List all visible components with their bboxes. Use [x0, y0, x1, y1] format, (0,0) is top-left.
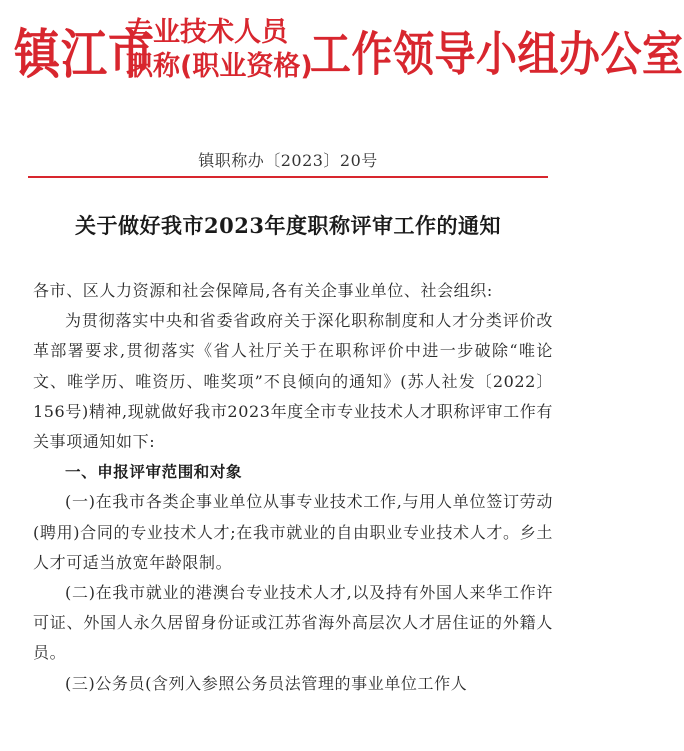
- paragraph-item-3: (三)公务员(含列入参照公务员法管理的事业单位工作人: [65, 673, 468, 693]
- red-divider-line: [28, 176, 548, 178]
- document-body: [33, 276, 553, 699]
- masthead-city: 镇江市: [14, 23, 155, 86]
- paragraph-item-2: (二)在我市就业的港澳台专业技术人才,以及持有外国人来华工作许可证、外国人永久居留身份证或江苏省海外高层次人才居住证的外籍人员。: [33, 583, 553, 663]
- paragraph-item-1: (一)在我市各类企事业单位从事专业技术工作,与用人单位签订劳动(聘用)合同的专业技术人才;在我市就业的自由职业专业技术人才。乡土人才可适当放宽年龄限制。: [33, 492, 553, 572]
- masthead-office: 工作领导小组办公室: [310, 26, 684, 82]
- masthead: [14, 6, 684, 92]
- document-title: 关于做好我市2023年度职称评审工作的通知: [75, 213, 501, 238]
- masthead-line-2: 职称(职业资格): [126, 51, 313, 82]
- salutation: 各市、区人力资源和社会保障局,各有关企事业单位、社会组织:: [33, 281, 493, 300]
- masthead-middle: [126, 16, 311, 84]
- document-number: 镇职称办〔2023〕20号: [198, 151, 378, 170]
- intro-paragraph: 为贯彻落实中央和省委省政府关于深化职称制度和人才分类评价改革部署要求,贯彻落实《省人社厅关于在职称评价中进一步破除“唯论文、唯学历、唯资历、唯奖项”不良倾向的通知》(苏人社发〔2022〕156号)精神,现就做好我市2023年度全市专业技术人才职称评审工作有关事项通知如下:: [33, 311, 553, 452]
- masthead-line-1: 专业技术人员: [126, 17, 288, 48]
- section-heading: 一、申报评审范围和对象: [65, 463, 243, 482]
